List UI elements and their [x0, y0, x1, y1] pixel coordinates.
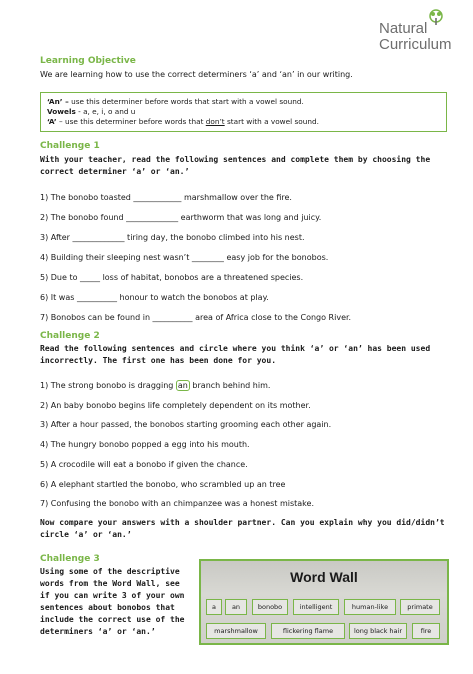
definition-an: ‘An’ – use this determiner before words that start with a vowel sound.: [47, 97, 304, 106]
challenge3-line1: Using some of the descriptive: [40, 567, 180, 576]
challenge1-sentence-1: 1) The bonobo toasted ____________ marshmallow over the fire.: [40, 193, 292, 202]
challenge1-sentence-7: 7) Bonobos can be found in __________ area of Africa close to the Congo River.: [40, 313, 352, 322]
word-card: a: [206, 599, 222, 615]
challenge2-sentence-7: 7) Confusing the bonobo with an chimpanzee was a honest mistake.: [40, 499, 314, 508]
challenge3-line6: determiners ‘a’ or ‘an.’: [40, 627, 156, 636]
word-wall-title: Word Wall: [290, 569, 358, 585]
challenge3-heading: Challenge 3: [40, 554, 100, 564]
challenge1-heading: Challenge 1: [40, 141, 100, 151]
compare-instruction-line2: circle ‘a’ or ‘an.’: [40, 530, 132, 539]
challenge2-sentence-4: 4) The hungry bonobo popped a egg into his mouth.: [40, 440, 250, 449]
challenge2-heading: Challenge 2: [40, 331, 100, 341]
definition-a: ‘A’ – use this determiner before words that don’t start with a vowel sound.: [47, 117, 319, 126]
logo-line2: Curriculum: [379, 36, 452, 53]
challenge1-sentence-6: 6) It was __________ honour to watch the bonobos at play.: [40, 293, 269, 302]
word-card: primate: [400, 599, 440, 615]
challenge2-instruction-line1: Read the following sentences and circle where you think ‘a’ or ‘an’ has been used: [40, 344, 431, 353]
word-card: bonobo: [252, 599, 288, 615]
challenge2-sentence-6: 6) A elephant startled the bonobo, who scrambled up an tree: [40, 480, 286, 489]
challenge2-sentence-1: 1) The strong bonobo is dragging an branch behind him.: [40, 381, 271, 390]
definitions-box: [40, 92, 447, 132]
word-card: intelligent: [293, 599, 339, 615]
challenge3-line3: if you can write 3 of your own: [40, 591, 185, 600]
challenge3-line5: include the correct use of the: [40, 615, 185, 624]
challenge3-line4: sentences about bonobos that: [40, 603, 175, 612]
word-card: long black hair: [349, 623, 407, 639]
word-wall: [199, 559, 449, 645]
challenge2-sentence-5: 5) A crocodile will eat a bonobo if given the chance.: [40, 460, 248, 469]
challenge1-sentence-2: 2) The bonobo found _____________ earthworm that was long and juicy.: [40, 213, 322, 222]
challenge1-sentence-4: 4) Building their sleeping nest wasn’t ________ easy job for the bonobos.: [40, 253, 329, 262]
challenge2-instruction-line2: incorrectly. The first one has been done for you.: [40, 356, 277, 365]
challenge1-instruction-line2: correct determiner ‘a’ or ‘an.’: [40, 167, 190, 176]
challenge2-sentence-3: 3) After a hour passed, the bonobos starting grooming each other again.: [40, 420, 332, 429]
challenge2-sentence-2: 2) An baby bonobo begins life completely dependent on its mother.: [40, 401, 311, 410]
challenge1-instruction-line1: With your teacher, read the following sentences and complete them by choosing the: [40, 155, 431, 164]
challenge1-sentence-3: 3) After _____________ tiring day, the bonobo climbed into his nest.: [40, 233, 305, 242]
logo-line1: Natural: [379, 20, 428, 37]
word-card: an: [225, 599, 247, 615]
natural-curriculum-logo: [376, 4, 468, 54]
word-card: flickering flame: [271, 623, 345, 639]
learning-objective-text: We are learning how to use the correct determiners ‘a’ and ‘an’ in our writing.: [40, 70, 353, 79]
definition-vowels: Vowels - a, e, i, o and u: [47, 107, 136, 116]
circled-word: an: [177, 381, 188, 390]
challenge1-sentence-5: 5) Due to _____ loss of habitat, bonobos are a threatened species.: [40, 273, 304, 282]
word-card: human-like: [344, 599, 396, 615]
tree-icon: [426, 8, 446, 26]
challenge3-line2: words from the Word Wall, see: [40, 579, 180, 588]
word-card: marshmallow: [206, 623, 266, 639]
compare-instruction-line1: Now compare your answers with a shoulder partner. Can you explain why you did/didn’t: [40, 518, 445, 527]
learning-objective-heading: Learning Objective: [40, 56, 136, 66]
word-card: fire: [412, 623, 440, 639]
